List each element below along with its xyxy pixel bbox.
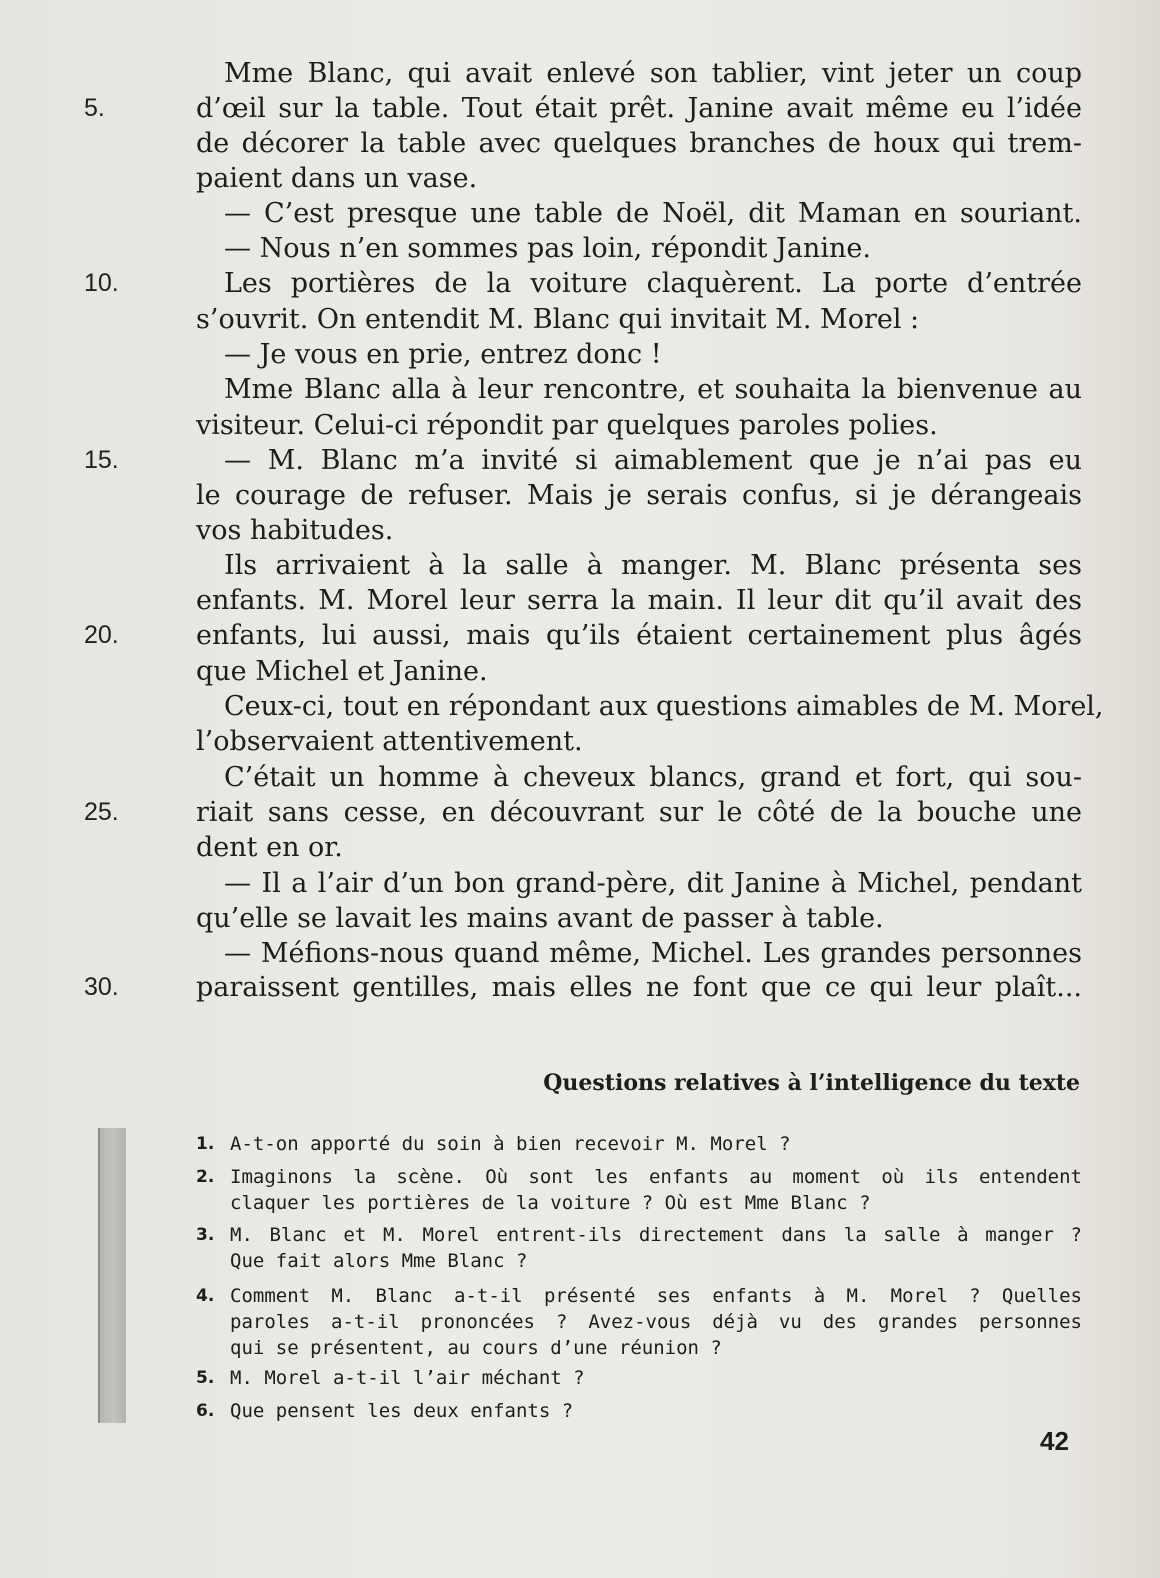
question-number: 6. xyxy=(196,1401,215,1421)
text-line: enfants, lui aussi, mais qu’ils étaient certainement plus âgés xyxy=(196,620,1082,651)
line-number: 20. xyxy=(84,621,119,649)
question-text: claquer les portières de la voiture ? Où est Mme Blanc ? xyxy=(230,1192,871,1214)
text-line: C’était un homme à cheveux blancs, grand et fort, qui sou- xyxy=(224,762,1082,793)
line-number: 25. xyxy=(84,798,119,826)
text-line: Ceux-ci, tout en répondant aux questions aimables de M. Morel, xyxy=(224,691,1104,722)
text-line: — C’est presque une table de Noël, dit Maman en souriant. xyxy=(224,198,1082,229)
text-line: le courage de refuser. Mais je serais confus, si je dérangeais xyxy=(196,480,1082,511)
text-line: paient dans un vase. xyxy=(196,163,478,194)
text-line: vos habitudes. xyxy=(196,515,394,546)
question-item xyxy=(196,1222,1082,1274)
question-number: 1. xyxy=(196,1134,215,1154)
question-item xyxy=(196,1164,1082,1216)
question-text: qui se présentent, au cours d’une réunion ? xyxy=(230,1337,722,1359)
question-item xyxy=(196,1398,1082,1424)
question-number: 5. xyxy=(196,1368,215,1388)
text-line: — M. Blanc m’a invité si aimablement que je n’ai pas eu xyxy=(224,445,1082,476)
text-line: — Je vous en prie, entrez donc ! xyxy=(224,339,662,370)
text-line: — Nous n’en sommes pas loin, répondit Janine. xyxy=(224,233,871,264)
question-text: paroles a-t-il prononcées ? Avez-vous déjà vu des grandes personnes xyxy=(230,1311,1082,1333)
text-line: visiteur. Celui-ci répondit par quelques paroles polies. xyxy=(196,410,938,441)
question-item xyxy=(196,1283,1082,1361)
text-line: l’observaient attentivement. xyxy=(196,726,583,757)
question-item xyxy=(196,1131,1082,1157)
line-number: 30. xyxy=(84,973,119,1001)
text-line: riait sans cesse, en découvrant sur le côté de la bouche une xyxy=(196,797,1082,828)
line-number: 15. xyxy=(84,446,119,474)
question-number: 3. xyxy=(196,1225,215,1245)
line-number: 10. xyxy=(84,269,119,297)
text-line: — Méfions-nous quand même, Michel. Les grandes personnes xyxy=(224,938,1082,969)
margin-bar xyxy=(98,1128,126,1423)
text-line: Mme Blanc alla à leur rencontre, et souhaita la bienvenue au xyxy=(224,374,1082,405)
text-line: que Michel et Janine. xyxy=(196,656,488,687)
text-line: d’œil sur la table. Tout était prêt. Janine avait même eu l’idée xyxy=(196,93,1082,124)
text-line: qu’elle se lavait les mains avant de passer à table. xyxy=(196,903,884,934)
question-text: Que fait alors Mme Blanc ? xyxy=(230,1250,528,1272)
question-text: A-t-on apporté du soin à bien recevoir M. Morel ? xyxy=(230,1133,791,1155)
text-line: de décorer la table avec quelques branches de houx qui trem- xyxy=(196,128,1082,159)
line-number: 5. xyxy=(84,94,105,122)
text-line: dent en or. xyxy=(196,832,343,863)
text-line: — Il a l’air d’un bon grand-père, dit Janine à Michel, pendant xyxy=(224,868,1082,899)
text-line: Les portières de la voiture claquèrent. La porte d’entrée xyxy=(224,268,1082,299)
question-number: 2. xyxy=(196,1167,215,1187)
question-item xyxy=(196,1365,1082,1391)
question-text: Que pensent les deux enfants ? xyxy=(230,1400,574,1422)
text-line: paraissent gentilles, mais elles ne font que ce qui leur plaît... xyxy=(196,972,1082,1003)
text-line: enfants. M. Morel leur serra la main. Il leur dit qu’il avait des xyxy=(196,585,1082,616)
text-line: s’ouvrit. On entendit M. Blanc qui invitait M. Morel : xyxy=(196,304,920,335)
question-text: M. Blanc et M. Morel entrent-ils directement dans la salle à manger ? xyxy=(230,1224,1082,1246)
text-line: Ils arrivaient à la salle à manger. M. Blanc présenta ses xyxy=(224,550,1082,581)
questions-heading: Questions relatives à l’intelligence du texte xyxy=(543,1070,1080,1096)
page-number: 42 xyxy=(1040,1426,1069,1456)
question-text: Imaginons la scène. Où sont les enfants au moment où ils entendent xyxy=(230,1166,1082,1188)
question-text: M. Morel a-t-il l’air méchant ? xyxy=(230,1367,585,1389)
question-number: 4. xyxy=(196,1286,215,1306)
text-line: Mme Blanc, qui avait enlevé son tablier, vint jeter un coup xyxy=(224,58,1082,89)
question-text: Comment M. Blanc a-t-il présenté ses enfants à M. Morel ? Quelles xyxy=(230,1285,1082,1307)
